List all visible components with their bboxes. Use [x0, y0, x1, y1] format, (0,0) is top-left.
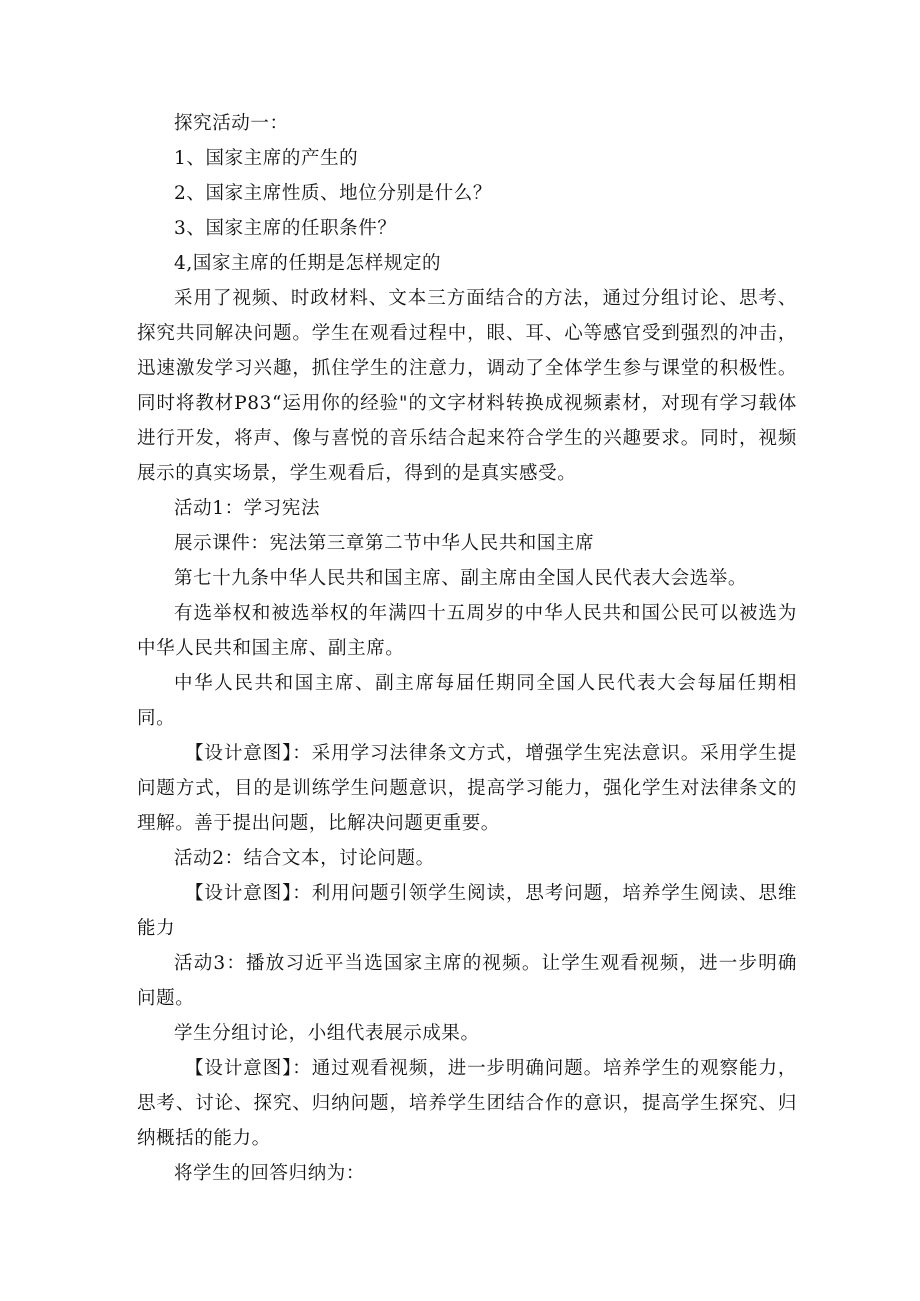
activity-2-heading: 活动2：结合文本，讨论问题。	[174, 848, 435, 869]
eligibility-paragraph: 有选举权和被选举权的年满四十五周岁的中华人民共和国公民可以被选为中华人民共和国主席、副主席。	[137, 603, 797, 659]
activity-3-heading: 活动3：播放习近平当选国家主席的视频。让学生观看视频，进一步明确问题。	[137, 953, 797, 1009]
summary-lead: 将学生的回答归纳为：	[174, 1163, 366, 1184]
method-paragraph: 采用了视频、时政材料、文本三方面结合的方法，通过分组讨论、思考、探究共同解决问题。学生在观看过程中，眼、耳、心等感官受到强烈的冲击，迅速激发学习兴趣，抓住学生的注意力，调动了全体学生参与课堂的积极性。同时将教材P83“运用你的经验"的文字材料转换成视频素材，对现有学习载体进行开发，将声、像与喜悦的音乐结合起来符合学生的兴趣要求。同时，视频展示的真实场景，学生观看后，得到的是真实感受。	[137, 288, 797, 484]
question-3: 3、国家主席的任职条件？	[174, 218, 397, 239]
article-79: 第七十九条中华人民共和国主席、副主席由全国人民代表大会选举。	[174, 568, 748, 589]
term-paragraph: 中华人民共和国主席、副主席每届任期同全国人民代表大会每届任期相同。	[137, 673, 797, 729]
design-intent-2: 【设计意图】：利用问题引领学生阅读，思考问题，培养学生阅读、思维能力	[137, 883, 797, 939]
question-1: 1、国家主席的产生的	[174, 148, 359, 169]
design-intent-1: 【设计意图】：采用学习法律条文方式，增强学生宪法意识。采用学生提问题方式，目的是训练学生问题意识，提高学习能力，强化学生对法律条文的理解。善于提出问题，比解决问题更重要。	[137, 743, 797, 834]
activity-1-heading: 活动1：学习宪法	[174, 498, 321, 519]
question-2: 2、国家主席性质、地位分别是什么？	[174, 183, 492, 204]
group-discussion: 学生分组讨论，小组代表展示成果。	[174, 1023, 480, 1044]
heading-activity-one: 探究活动一：	[174, 113, 289, 134]
document-page	[137, 106, 797, 1191]
courseware-title: 展示课件：宪法第三章第二节中华人民共和国主席	[174, 533, 595, 554]
design-intent-3: 【设计意图】：通过观看视频，进一步明确问题。培养学生的观察能力，思考、讨论、探究、归纳问题，培养学生团结合作的意识，提高学生探究、归纳概括的能力。	[137, 1058, 797, 1149]
question-4: 4,国家主席的任期是怎样规定的	[174, 253, 442, 274]
